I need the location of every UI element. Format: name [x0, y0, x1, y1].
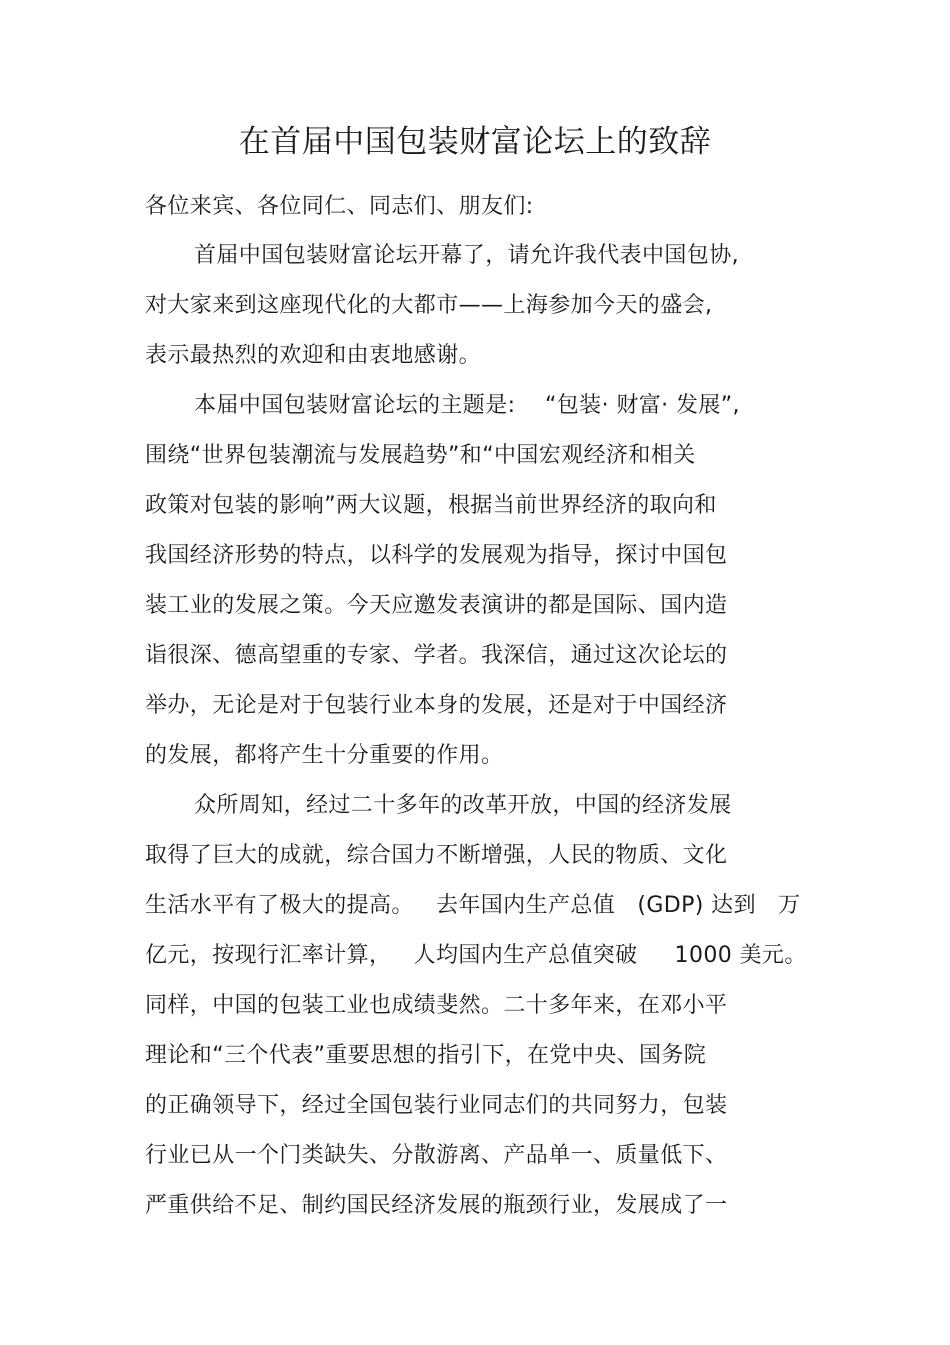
paragraph-line: 的发展，都将产生十分重要的作用。	[145, 743, 504, 768]
paragraph-line: 诣很深、德高望重的专家、学者。我深信，通过这次论坛的	[145, 643, 728, 668]
paragraph-line: 我国经济形势的特点，以科学的发展观为指导，探讨中国包	[145, 543, 728, 568]
paragraph-line: 亿元，按现行汇率计算， 人均国内生产总值突破 1000 美元。	[145, 943, 807, 968]
paragraph-line: 对大家来到这座现代化的大都市——上海参加今天的盛会,	[145, 293, 713, 318]
paragraph-line: 严重供给不足、制约国民经济发展的瓶颈行业，发展成了一	[145, 1193, 728, 1218]
paragraph-line: 本届中国包装财富论坛的主题是: “包装· 财富· 发展”,	[194, 393, 740, 418]
paragraph-line: 举办，无论是对于包装行业本身的发展，还是对于中国经济	[145, 693, 728, 718]
paragraph-line: 的正确领导下，经过全国包装行业同志们的共同努力，包装	[145, 1093, 728, 1118]
salutation-line: 各位来宾、各位同仁、同志们、朋友们:	[145, 194, 534, 219]
paragraph-line: 首届中国包装财富论坛开幕了，请允许我代表中国包协,	[194, 243, 739, 268]
paragraph-line: 取得了巨大的成就，综合国力不断增强，人民的物质、文化	[145, 843, 728, 868]
paragraph-line: 政策对包装的影响”两大议题，根据当前世界经济的取向和	[145, 493, 717, 518]
paragraph-line: 装工业的发展之策。今天应邀发表演讲的都是国际、国内造	[145, 593, 728, 618]
paragraph-line: 众所周知，经过二十多年的改革开放，中国的经济发展	[194, 793, 732, 818]
paragraph-line: 围绕“世界包装潮流与发展趋势”和“中国宏观经济和相关	[145, 443, 696, 468]
document-title: 在首届中国包装财富论坛上的致辞	[238, 124, 712, 160]
paragraph-line: 表示最热烈的欢迎和由衷地感谢。	[145, 343, 482, 368]
paragraph-line: 理论和“三个代表”重要思想的指引下，在党中央、国务院	[145, 1043, 707, 1068]
paragraph-line: 行业已从一个门类缺失、分散游离、产品单一、质量低下、	[145, 1143, 728, 1168]
paragraph-line: 同样，中国的包装工业也成绩斐然。二十多年来，在邓小平	[145, 993, 728, 1018]
paragraph-line: 生活水平有了极大的提高。 去年国内生产总值 (GDP) 达到 万	[145, 893, 801, 918]
